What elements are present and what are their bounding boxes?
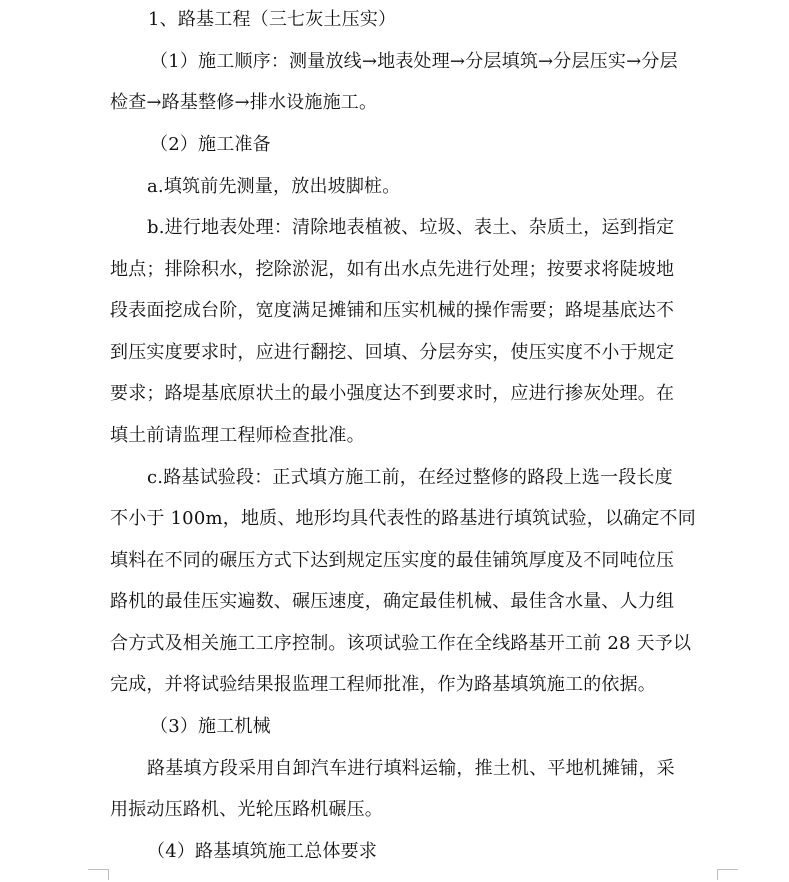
paragraph-line: 检查→路基整修→排水设施施工。 [110,92,378,113]
paragraph-line: 用振动压路机、光轮压路机碾压。 [110,799,383,820]
paragraph-line: 合方式及相关施工工序控制。该项试验工作在全线路基开工前 28 天予以 [110,633,692,654]
paragraph-line: 段表面挖成台阶，宽度满足摊铺和压实机械的操作需要；路堤基底达不 [110,300,675,321]
paragraph-line: 不小于 100m，地质、地形均具代表性的路基进行填筑试验，以确定不同 [110,508,696,529]
page-margin-corner-left [88,869,109,880]
paragraph-line: （1）施工顺序：测量放线→地表处理→分层填筑→分层压实→分层 [150,51,678,72]
subheading-general-requirements: （4）路基填筑施工总体要求 [147,841,378,862]
paragraph-line: b.进行地表处理：清除地表植被、垃圾、表土、杂质土，运到指定 [147,217,675,238]
subheading-machinery: （3）施工机械 [150,716,271,737]
paragraph-line: 到压实度要求时，应进行翻挖、回填、分层夯实，使压实度不小于规定 [110,342,675,363]
section-heading-roadbed: 1、路基工程（三七灰土压实） [148,9,397,30]
paragraph-line: 填土前请监理工程师检查批准。 [110,425,365,446]
paragraph-line: c.路基试验段：正式填方施工前，在经过整修的路段上选一段长度 [147,467,673,488]
paragraph-line: 路基填方段采用自卸汽车进行填料运输，推土机、平地机摊铺，采 [147,758,675,779]
paragraph-line: 填料在不同的碾压方式下达到规定压实度的最佳铺筑厚度及不同吨位压 [110,550,675,571]
paragraph-line: 地点；排除积水，挖除淤泥，如有出水点先进行处理；按要求将陡坡地 [110,259,675,280]
subheading-preparation: （2）施工准备 [150,134,271,155]
paragraph-line: 完成，并将试验结果报监理工程师批准，作为路基填筑施工的依据。 [110,674,656,695]
paragraph-line: 要求；路堤基底原状土的最小强度达不到要求时，应进行掺灰处理。在 [110,383,675,404]
paragraph-line: 路机的最佳压实遍数、碾压速度，确定最佳机械、最佳含水量、人力组 [110,591,675,612]
page-margin-corner-right [717,869,738,880]
paragraph-line: a.填筑前先测量，放出坡脚桩。 [147,176,401,197]
